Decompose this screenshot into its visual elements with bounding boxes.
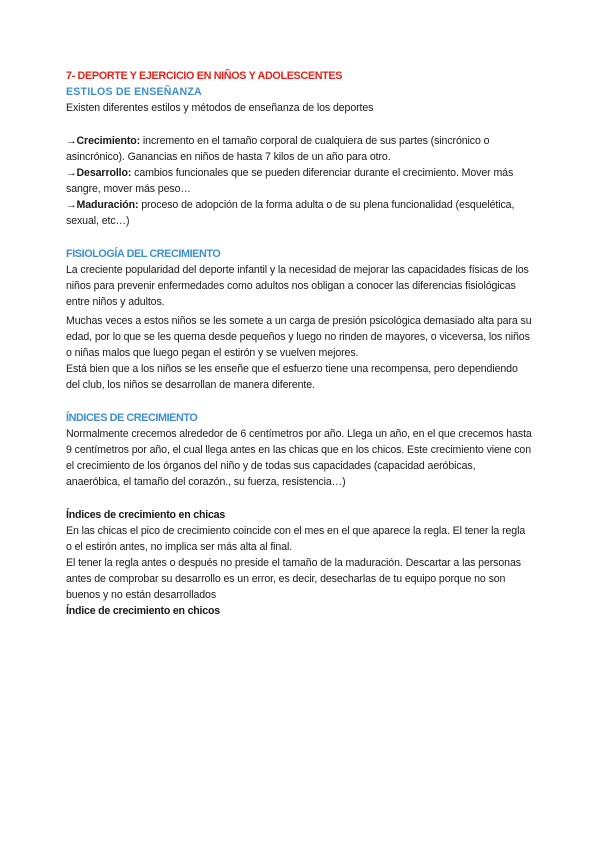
- arrow-right-icon: →: [66, 199, 77, 211]
- arrow-right-icon: →: [66, 135, 77, 147]
- indices-paragraph-1: Normalmente crecemos alrededor de 6 centímetros por año. Llega un año, en el que crecemos hasta 9 centímetros por año, el cual llega antes en las chicas que en los chicos. Este crecimiento viene con el crecimiento de los órganos del niño y de todas sus capacidades (capacidad aeróbicas, anaeróbica, el tamaño del corazón., su fuerza, resistencia…): [66, 428, 532, 488]
- fisiologia-paragraph-3: Está bien que a los niños se les enseñe que el esfuerzo tiene una recompensa, pero dependiendo del club, los niños se desarrollan de manera diferente.: [66, 363, 518, 391]
- definition-maduracion: [66, 197, 532, 229]
- chicas-paragraph-2: El tener la regla antes o después no preside el tamaño de la maduración. Descartar a las personas antes de comprobar su desarrollo es un error, es decir, desecharlas de tu equipo porque no son buenos y no están desarrollados: [66, 557, 521, 601]
- definition-desarrollo: [66, 165, 532, 197]
- fisiologia-paragraph-1: La creciente popularidad del deporte infantil y la necesidad de mejorar las capacidades físicas de los niños para prevenir enfermedades como adultos nos obligan a conocer las diferencias fisiológicas entre niños y adultos.: [66, 264, 529, 308]
- definitions-list: [66, 133, 532, 229]
- document-title: 7- DEPORTE Y EJERCICIO EN NIÑOS Y ADOLESCENTES: [66, 70, 343, 82]
- fisiologia-paragraph-2: Muchas veces a estos niños se les somete a un carga de presión psicológica demasiado alta para su edad, por lo que se les quema desde pequeños y luego no rinden de mayores, o viceversa, los niños o niñas malos que luego pegan el estirón y se vuelven mejores.: [66, 315, 532, 359]
- chicas-paragraph-1: En las chicas el pico de crecimiento coincide con el mes en el que aparece la regla. El tener la regla o el estirón antes, no implica ser más alta al final.: [66, 525, 526, 553]
- arrow-right-icon: →: [66, 167, 77, 179]
- fisiologia-heading: FISIOLOGÍA DEL CRECIMIENTO: [66, 248, 221, 260]
- definition-crecimiento: [66, 133, 532, 165]
- indices-heading: ÍNDICES DE CRECIMIENTO: [66, 412, 198, 424]
- definition-term: Desarrollo:: [76, 167, 132, 179]
- estilos-intro: Existen diferentes estilos y métodos de enseñanza de los deportes: [66, 102, 374, 114]
- document-page: [66, 68, 532, 619]
- definition-text: incremento en el tamaño corporal de cualquiera de sus partes (sincrónico o asincrónico). Ganancias en niños de hasta 7 kilos de un año para otro.: [66, 135, 490, 163]
- estilos-heading: ESTILOS DE ENSEÑANZA: [66, 86, 202, 98]
- definition-text: proceso de adopción de la forma adulta o de su plena funcionalidad (esquelética, sexual, etc…): [66, 199, 515, 227]
- definition-term: Crecimiento:: [76, 135, 141, 147]
- chicas-heading: Índices de crecimiento en chicas: [66, 509, 226, 521]
- definition-text: cambios funcionales que se pueden diferenciar durante el crecimiento. Mover más sangre, mover más peso…: [66, 167, 514, 195]
- definition-term: Maduración:: [76, 199, 139, 211]
- chicos-heading: Índice de crecimiento en chicos: [66, 605, 220, 617]
